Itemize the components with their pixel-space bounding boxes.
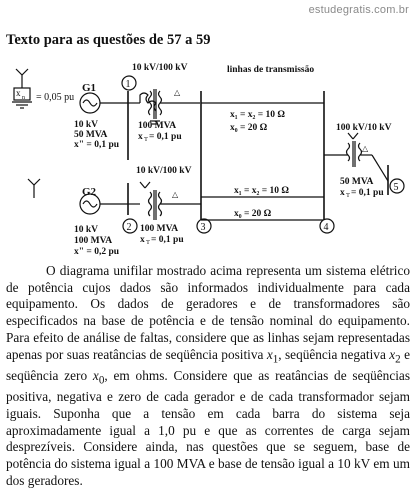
t2-xt: x	[140, 235, 145, 245]
svg-text:△: △	[172, 190, 179, 199]
t1-mva: 100 MVA	[138, 121, 177, 131]
t2-mva: 100 MVA	[140, 224, 179, 234]
para-text-3: e seqüência zero	[6, 346, 411, 383]
x0-sub: 0	[98, 374, 105, 387]
para-text-2: , seqüência negativa	[278, 346, 390, 362]
g1-sine-icon	[83, 100, 97, 106]
g1-mva: 50 MVA	[74, 130, 108, 140]
x1-sub: 1	[272, 353, 279, 366]
g2-sine-icon	[83, 201, 97, 207]
t3-xt-val: = 0,1 pu	[351, 188, 384, 198]
line-bot-x0: x₀ = 20 Ω	[234, 209, 272, 219]
body-paragraph	[6, 263, 410, 489]
x2-symbol: x	[389, 346, 396, 362]
svg-text:△: △	[174, 88, 181, 97]
t1-xt: x	[138, 132, 143, 142]
x1-symbol: x	[266, 346, 273, 362]
t2-xt-val: = 0,1 pu	[151, 235, 184, 245]
t1-rating: 10 kV/100 kV	[132, 63, 188, 73]
single-line-diagram	[0, 55, 415, 260]
ground-ref-sub: n	[22, 95, 25, 101]
x2-sub: 2	[395, 353, 401, 366]
para-text-1: O diagrama unifilar mostrado acima representa um sistema elétrico de potência cujos dados são informados individualmente para cada equipamento. Os dados de geradores e de transformadores são especificados na base de potência e de tensão nominal do equipamento. Para efeito de análise de faltas, considere que as linhas sejam representadas apenas por suas reatâncias de seqüência positiva	[6, 263, 410, 362]
bus-1-label: 1	[125, 79, 131, 90]
ground-reactance-symbol	[12, 69, 32, 108]
g1-name: G1	[82, 82, 97, 94]
t3-xt: x	[340, 188, 345, 198]
line-top-x12: x₁ = x₂ = 10 Ω	[230, 110, 286, 120]
t2-rating: 10 kV/100 kV	[136, 166, 192, 176]
bus-4-label: 4	[323, 222, 329, 233]
ground-ref-x: x	[16, 88, 21, 98]
page-title: Texto para as questões de 57 a 59	[6, 32, 211, 48]
g2-kv: 10 kV	[74, 225, 99, 235]
g1-x: x" = 0,1 pu	[74, 140, 120, 150]
t3-transformer-icon	[347, 133, 362, 167]
bus-3-label: 3	[200, 222, 206, 233]
line-bot-x12: x₁ = x₂ = 10 Ω	[234, 186, 290, 196]
t3-rating: 100 kV/10 kV	[336, 123, 392, 133]
t1-transformer-icon	[149, 89, 162, 124]
t2-transformer-icon	[140, 182, 162, 220]
t1-xt-val: = 0,1 pu	[149, 132, 182, 142]
g1-kv: 10 kV	[74, 120, 99, 130]
site-watermark: estudegratis.com.br	[308, 4, 409, 16]
x0-symbol: x	[92, 367, 99, 383]
t3-xt-sub: T	[346, 192, 350, 199]
para-text-4: , em ohms. Considere que as reatâncias de seqüências positiva, negativa e zero de cada gerador e de cada transformador sejam iguais. Suponha que a tensão em cada barra do sistema seja aproximadamente igual a 1,0 pu e que as correntes de carga sejam desprezíveis. Considere ainda, nas questões que se seguem, base de potência do sistema igual a 100 MVA e base de tensão igual a 10 kV em um dos geradores.	[6, 367, 410, 488]
g2-ground-symbol	[28, 179, 40, 198]
g2-mva: 100 MVA	[74, 236, 113, 246]
t2-xt-sub: T	[146, 239, 150, 246]
bus-5-label: 5	[393, 182, 399, 193]
t1-xt-sub: T	[144, 136, 148, 143]
ground-ref-value: = 0,05 pu	[36, 92, 75, 103]
g2-name: G2	[82, 186, 97, 198]
svg-text:△: △	[362, 144, 369, 153]
g2-x: x" = 0,2 pu	[74, 247, 120, 257]
lines-title: linhas de transmissão	[227, 65, 315, 75]
t3-mva: 50 MVA	[340, 177, 374, 187]
bus-2-label: 2	[126, 222, 132, 233]
line-top-x0: x₀ = 20 Ω	[230, 123, 268, 133]
